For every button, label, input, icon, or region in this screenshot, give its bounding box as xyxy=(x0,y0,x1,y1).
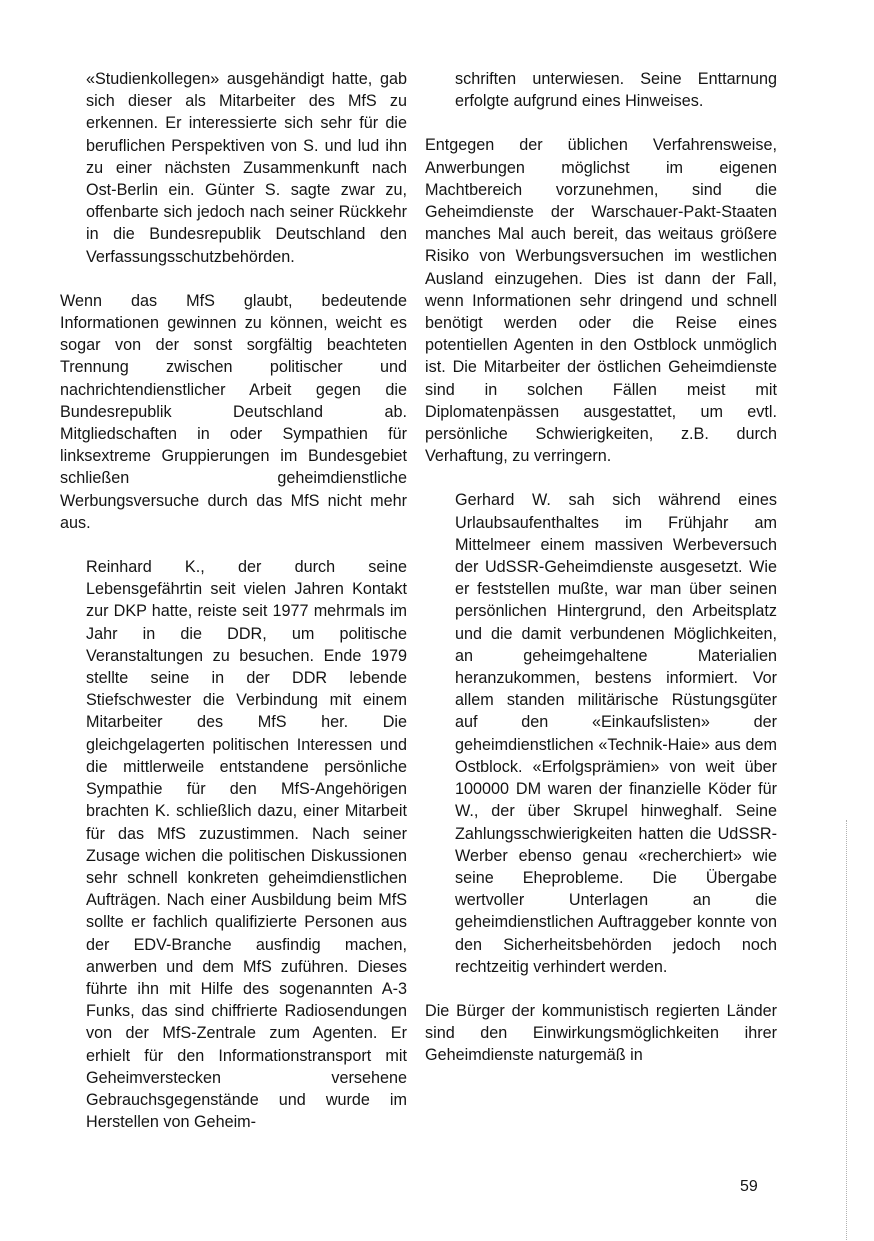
paragraph-warschauer-pakt: Entgegen der üblichen Verfahrensweise, Anwerbungen möglichst im eigenen Machtbereich vorzunehmen, sind die Geheimdienste der Warschauer-Pakt-Staaten manches Mal auch bereit, das weitaus größere Risiko von Werbungsversuchen im westlichen Ausland einzugehen. Dies ist dann der Fall, wenn Informationen sehr dringend und schnell benötigt werden oder die Reise eines potentiellen Agenten in den Ostblock unmöglich ist. Die Mitarbeiter der östlichen Geheimdienste sind in solchen Fällen meist mit Diplomatenpässen ausgestattet, um evtl. persönliche Schwierigkeiten, z.B. durch Verhaftung, zu verringern. xyxy=(425,136,777,466)
right-column xyxy=(425,68,777,1089)
paragraph-studienkollegen: «Studienkollegen» ausgehändigt hatte, gab sich dieser als Mitarbeiter des MfS zu erkennen. Er interessierte sich sehr für die beruflichen Perspektiven von S. und lud ihn zu einer nächsten Zusammenkunft nach Ost-Berlin ein. Günter S. sagte zwar zu, offenbarte sich jedoch nach seiner Rückkehr in die Bundesrepublik Deutschland den Verfassungsschutzbehörden. xyxy=(86,70,407,266)
paragraph-enttarnung: schriften unterwiesen. Seine Enttarnung erfolgte aufgrund eines Hinweises. xyxy=(455,70,777,111)
paragraph-gerhard-w: Gerhard W. sah sich während eines Urlaubsaufenthaltes im Frühjahr am Mittelmeer einem massiven Werbeversuch der UdSSR-Geheimdienste ausgesetzt. Wie er feststellen mußte, war man über seinen persönlichen Hintergrund, den Arbeitsplatz und die damit verbundenen Möglichkeiten, an geheimgehaltene Materialien heranzukommen, bestens informiert. Vor allem standen militärische Rüstungsgüter auf den «Einkaufslisten» der geheimdienstlichen «Technik-Haie» aus dem Ostblock. «Erfolgsprämien» von weit über 100000 DM waren der finanzielle Köder für W., der über Skrupel hinweghalf. Seine Zahlungsschwierigkeiten hatten die UdSSR-Werber ebenso genau «recherchiert» wie seine Eheprobleme. Die Übergabe wertvoller Unterlagen an die geheimdienstlichen Auftraggeber konnte von den Sicherheitsbehörden jedoch noch rechtzeitig verhindert werden. xyxy=(455,491,777,976)
scan-edge-marks xyxy=(846,820,849,1240)
paragraph-buerger: Die Bürger der kommunistisch regierten Länder sind den Einwirkungsmöglichkeiten ihrer Geheimdienste naturgemäß in xyxy=(425,1001,777,1065)
left-column xyxy=(60,68,407,1155)
paragraph-reinhard-k: Reinhard K., der durch seine Lebensgefährtin seit vielen Jahren Kontakt zur DKP hatte, reiste seit 1977 mehrmals im Jahr in die DDR, um politische Veranstaltungen zu besuchen. Ende 1979 stellte seine in der DDR lebende Stiefschwester die Verbindung mit einem Mitarbeiter des MfS her. Die gleichgelagerten politischen Interessen und die mittlerweile entstandene persönliche Sympathie für den MfS-Angehörigen brachten K. schließlich dazu, einer Mitarbeit für das MfS zuzustimmen. Nach seiner Zusage wichen die politischen Diskussionen sehr schnell konkreten geheimdienstlichen Aufträgen. Nach einer Ausbildung beim MfS sollte er fachlich qualifizierte Personen aus der EDV-Branche ausfindig machen, anwerben und dem MfS zuführen. Dieses führte ihn mit Hilfe des sogenannten A-3 Funks, das sind chiffrierte Radiosendungen von der MfS-Zentrale zum Agenten. Er erhielt für den Informationstransport mit Geheimverstecken versehene Gebrauchsgegenstände und wurde im Herstellen von Geheim- xyxy=(86,558,407,1132)
paragraph-mfs-werbung: Wenn das MfS glaubt, bedeutende Informationen gewinnen zu können, weicht es sogar von der sonst sorgfältig beachteten Trennung zwischen politischer und nachrichtendienstlicher Arbeit gegen die Bundesrepublik Deutschland ab. Mitgliedschaften in oder Sympathien für linksextreme Gruppierungen im Bundesgebiet schließen geheimdienstliche Werbungsversuche durch das MfS nicht mehr aus. xyxy=(60,291,407,532)
page-number: 59 xyxy=(740,1178,758,1195)
